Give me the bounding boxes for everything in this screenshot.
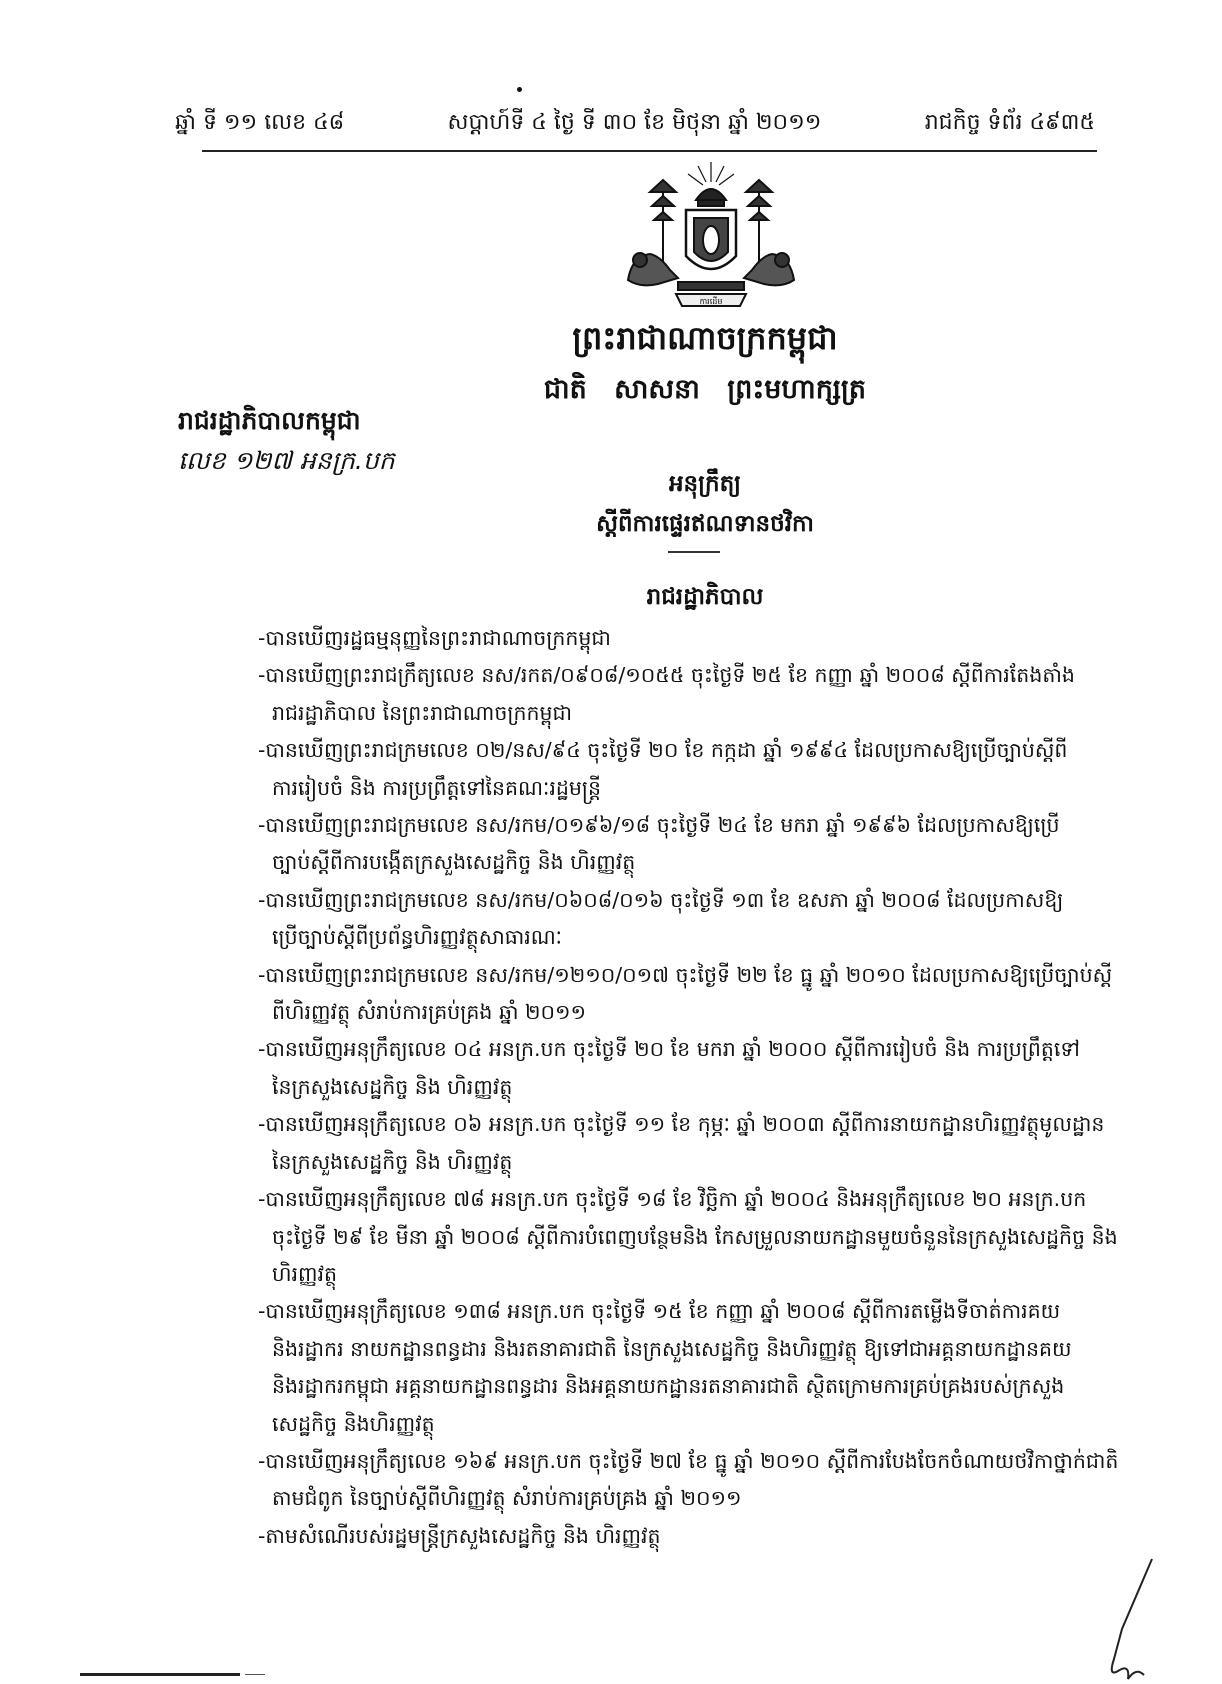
consideration-line: -បានឃើញអនុក្រឹត្យលេខ ៧៨ អនក្រ.បក ចុះថ្ងៃទី ១៨ ខែ វិច្ឆិកា ឆ្នាំ ២០០៤ និងអនុក្រឹត្យលេខ ២០ អនក្រ.បក	[258, 1187, 1087, 1212]
consideration-line: ប្រើច្បាប់ស្តីពីប្រព័ន្ធហិរញ្ញវត្ថុសាធារណៈ	[272, 925, 563, 950]
scan-edge-mark	[80, 1673, 265, 1676]
considerations-list	[258, 620, 1148, 1555]
consideration-line: ចុះថ្ងៃទី ២៩ ខែ មីនា ឆ្នាំ ២០០៨ ស្តីពីការបំពេញបន្ថែមនិង កែសម្រួលនាយកដ្ឋានមួយចំនួននៃក្រសួងសេដ្ឋកិច្ច និង	[272, 1224, 1118, 1249]
consideration-line: នៃក្រសួងសេដ្ឋកិច្ច និង ហិរញ្ញវត្ថុ	[272, 1149, 513, 1174]
consideration-line: -បានឃើញព្រះរាជក្រមលេខ នស/រកម/០១៩៦/១៨ ចុះថ្ងៃទី ២៤ ខែ មករា ឆ្នាំ ១៩៩៦ ដែលប្រកាសឱ្យប្រើ	[258, 813, 1060, 838]
handwritten-signature-icon	[1070, 1555, 1170, 1684]
royal-coat-of-arms-icon	[618, 160, 804, 310]
government-name: រាជរដ្ឋាភិបាលកម្ពុជា	[178, 406, 361, 435]
consideration-line: និងរដ្ឋាករកម្ពុជា អគ្គនាយកដ្ឋានពន្ធដារ និងអគ្គនាយកដ្ឋានរតនាគារជាតិ ស្ថិតក្រោមការគ្រប់គ្រងរបស់ក្រសួង	[272, 1374, 1065, 1399]
consideration-line: -បានឃើញរដ្ឋធម្មនុញ្ញនៃព្រះរាជាណាចក្រកម្ពុជា	[258, 626, 611, 650]
national-motto: ជាតិ សាសនា ព្រះមហាក្សត្រ	[543, 374, 867, 405]
consideration-line: -បានឃើញព្រះរាជក្រមលេខ ០២/នស/៩៤ ចុះថ្ងៃទី ២០ ខែ កក្កដា ឆ្នាំ ១៩៩៤ ដែលប្រកាសឱ្យប្រើច្បាប់ស្តីពី	[258, 738, 1068, 763]
subject-divider	[668, 551, 720, 553]
consideration-line: -បានឃើញអនុក្រឹត្យលេខ ១៦៩ អនក្រ.បក ចុះថ្ងៃទី ២៧ ខែ ធ្នូ ឆ្នាំ ២០១០ ស្តីពីការបែងចែកចំណាយថវិកាថ្នាក់ជាតិ	[258, 1448, 1119, 1473]
consideration-line: -តាមសំណើរបស់រដ្ឋមន្ត្រីក្រសួងសេដ្ឋកិច្ច និង ហិរញ្ញវត្ថុ	[258, 1523, 661, 1548]
emblem-banner-text: ការដើម	[699, 297, 723, 306]
gazette-header	[175, 108, 1095, 140]
stray-mark	[517, 87, 522, 92]
consideration-line: ការរៀបចំ និង ការប្រព្រឹត្តទៅនៃគណៈរដ្ឋមន្ត្រី	[272, 775, 601, 800]
consideration-line: -បានឃើញព្រះរាជក្រមលេខ នស/រកម/០៦០៨/០១៦ ចុះថ្ងៃទី ១៣ ខែ ឧសភា ឆ្នាំ ២០០៨ ដែលប្រកាសឱ្យ	[258, 887, 1064, 912]
consideration-line: -បានឃើញព្រះរាជក្រឹត្យលេខ នស/រកត/០៩០៨/១០៥៥ ចុះថ្ងៃទី ២៥ ខែ កញ្ញា ឆ្នាំ ២០០៨ ស្តីពីការតែងតាំង	[258, 663, 1075, 688]
consideration-line: -បានឃើញអនុក្រឹត្យលេខ ០៤ អនក្រ.បក ចុះថ្ងៃទី ២០ ខែ មករា ឆ្នាំ ២០០០ ស្តីពីការរៀបចំ និង ការប្រព្រឹត្តទៅ	[258, 1037, 1080, 1062]
gazette-week-date: សប្តាហ៍ទី ៤ ថ្ងៃ ទី ៣០ ខែ មិថុនា ឆ្នាំ ២០១១	[447, 110, 822, 135]
document-type: អនុក្រឹត្យ	[668, 471, 742, 497]
gazette-year-issue: ឆ្នាំ ទី ១១ លេខ ៤៨	[175, 110, 345, 135]
consideration-line: តាមជំពូក នៃច្បាប់ស្តីពីហិរញ្ញវត្ថុ សំរាប់ការគ្រប់គ្រង ឆ្នាំ ២០១១	[272, 1486, 742, 1511]
gazette-page-number: រាជកិច្ច ទំព័រ ៤៩៣៥	[924, 110, 1095, 135]
consideration-line: -បានឃើញអនុក្រឹត្យលេខ ១៣៨ អនក្រ.បក ចុះថ្ងៃទី ១៥ ខែ កញ្ញា ឆ្នាំ ២០០៨ ស្តីពីការតម្លើងទីចាត់ការគយ	[258, 1299, 1061, 1324]
consideration-line: សេដ្ឋកិច្ច និងហិរញ្ញវត្ថុ	[272, 1411, 435, 1436]
header-rule	[202, 150, 1097, 152]
consideration-line: និងរដ្ឋាករ នាយកដ្ឋានពន្ធដារ និងរតនាគារជាតិ នៃក្រសួងសេដ្ឋកិច្ច និងហិរញ្ញវត្ថុ ឱ្យទៅជាអគ្គនាយកដ្ឋានគយ	[272, 1336, 1072, 1361]
consideration-line: រាជរដ្ឋាភិបាល នៃព្រះរាជាណាចក្រកម្ពុជា	[272, 700, 573, 725]
consideration-line: -បានឃើញព្រះរាជក្រមលេខ នស/រកម/១២១០/០១៧ ចុះថ្ងៃទី ២២ ខែ ធ្នូ ឆ្នាំ ២០១០ ដែលប្រកាសឱ្យប្រើច្បាប់ស្តី	[258, 962, 1113, 987]
consideration-line: ពីហិរញ្ញវត្ថុ សំរាប់ការគ្រប់គ្រង ឆ្នាំ ២០១១	[272, 1000, 587, 1025]
consideration-line: ច្បាប់ស្តីពីការបង្កើតក្រសួងសេដ្ឋកិច្ច និង ហិរញ្ញវត្ថុ	[272, 850, 636, 875]
document-number: លេខ ១២៧ អនក្រ.បក	[178, 446, 395, 475]
document-subject: ស្តីពីការផ្ទេរឥណទានថវិកា	[596, 511, 814, 537]
consideration-line: -បានឃើញអនុក្រឹត្យលេខ ០៦ អនក្រ.បក ចុះថ្ងៃទី ១១ ខែ កុម្ភៈ ឆ្នាំ ២០០៣ ស្តីពីការនាយកដ្ឋានហិរញ្ញវត្ថុមូលដ្ឋាន	[258, 1112, 1105, 1137]
issuing-authority: រាជរដ្ឋាភិបាល	[646, 584, 764, 610]
kingdom-title: ព្រះរាជាណាចក្រកម្ពុជា	[572, 319, 838, 357]
consideration-line: ហិរញ្ញវត្ថុ	[272, 1261, 338, 1286]
consideration-line: នៃក្រសួងសេដ្ឋកិច្ច និង ហិរញ្ញវត្ថុ	[272, 1074, 513, 1099]
